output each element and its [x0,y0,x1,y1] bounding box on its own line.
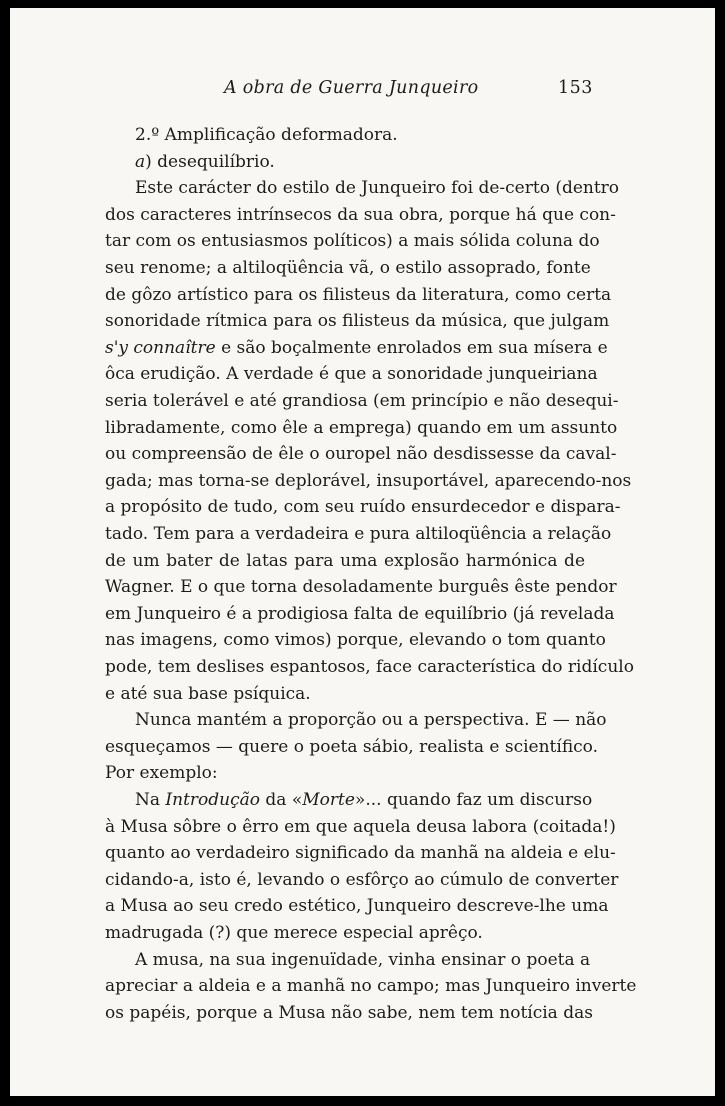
text-line: ôca erudição. A verdade é que a sonoridade junqueiriana [105,364,598,384]
text-line: pode, tem deslises espantosos, face característica do ridículo [105,657,634,677]
text-line: cidando-a, isto é, levando o esfôrço ao cúmulo de converter [105,870,619,890]
text-line: madrugada (?) que merece especial aprêço. [105,923,483,943]
section-heading: 2.º Amplificação deformadora. [135,125,398,145]
text-line: seria tolerável e até grandiosa (em princípio e não desequi- [105,391,619,411]
text-fragment: Na [135,790,161,810]
text-line: gada; mas torna-se deplorável, insuportável, aparecendo-nos [105,471,632,491]
text-line: Por exemplo: [105,763,218,783]
text-line: a propósito de tudo, com seu ruído ensurdecedor e dispara- [105,497,621,517]
text-line: e até sua base psíquica. [105,684,311,704]
text-fragment: da « [265,790,303,810]
running-head-title: A obra de Guerra Junqueiro [224,78,479,98]
text-line-rest: e são boçalmente enrolados em sua mísera e [221,338,608,358]
text-line: tado. Tem para a verdadeira e pura altiloqüência a relação [105,524,612,544]
subsection-text: ) desequilíbrio. [145,152,275,172]
text-line: Nunca mantém a proporção ou a perspectiva. E — não [135,710,607,730]
text-line: ou compreensão de êle o ouropel não desdissesse da caval- [105,444,617,464]
text-line: Wagner. E o que torna desoladamente burguês êste pendor [105,577,617,597]
text-line: sonoridade rítmica para os filisteus da música, que julgam [105,311,610,331]
text-line: nas imagens, como vimos) porque, elevando o tom quanto [105,630,606,650]
text-line: a Musa ao seu credo estético, Junqueiro descreve-lhe uma [105,896,609,916]
text-fragment: »... quando faz um discurso [354,790,593,810]
text-line: Este carácter do estilo de Junqueiro foi de-certo (dentro [135,178,620,198]
text-line: em Junqueiro é a prodigiosa falta de equilíbrio (já revelada [105,604,615,624]
page-number: 153 [558,78,593,98]
text-line: tar com os entusiasmos políticos) a mais sólida coluna do [105,231,600,251]
text-line: os papéis, porque a Musa não sabe, nem tem notícia das [105,1003,593,1023]
text-line: libradamente, como êle a emprega) quando em um assunto [105,418,618,438]
text-line: dos caracteres intrínsecos da sua obra, porque há que con- [105,205,616,225]
running-head [10,78,715,104]
text-line: seu renome; a altiloqüência vã, o estilo assoprado, fonte [105,258,591,278]
text-line [105,785,593,815]
foreign-phrase: s'y connaître [105,338,216,358]
text-line: de um bater de latas para uma explosão harmónica de [105,551,585,571]
subsection-letter: a [135,152,146,172]
text-line: apreciar a aldeia e a manhã no campo; mas Junqueiro inverte [105,976,637,996]
book-page [10,8,715,1096]
text-line: à Musa sôbre o êrro em que aquela deusa labora (coitada!) [105,817,616,837]
work-title-introducao: Introdução [165,790,261,810]
text-line: A musa, na sua ingenuïdade, vinha ensinar o poeta a [135,950,591,970]
text-line: de gôzo artístico para os filisteus da literatura, como certa [105,285,612,305]
work-title-morte: Morte [302,790,355,810]
text-line: esqueçamos — quere o poeta sábio, realista e scientífico. [105,737,599,757]
text-line: quanto ao verdadeiro significado da manhã na aldeia e elu- [105,843,616,863]
